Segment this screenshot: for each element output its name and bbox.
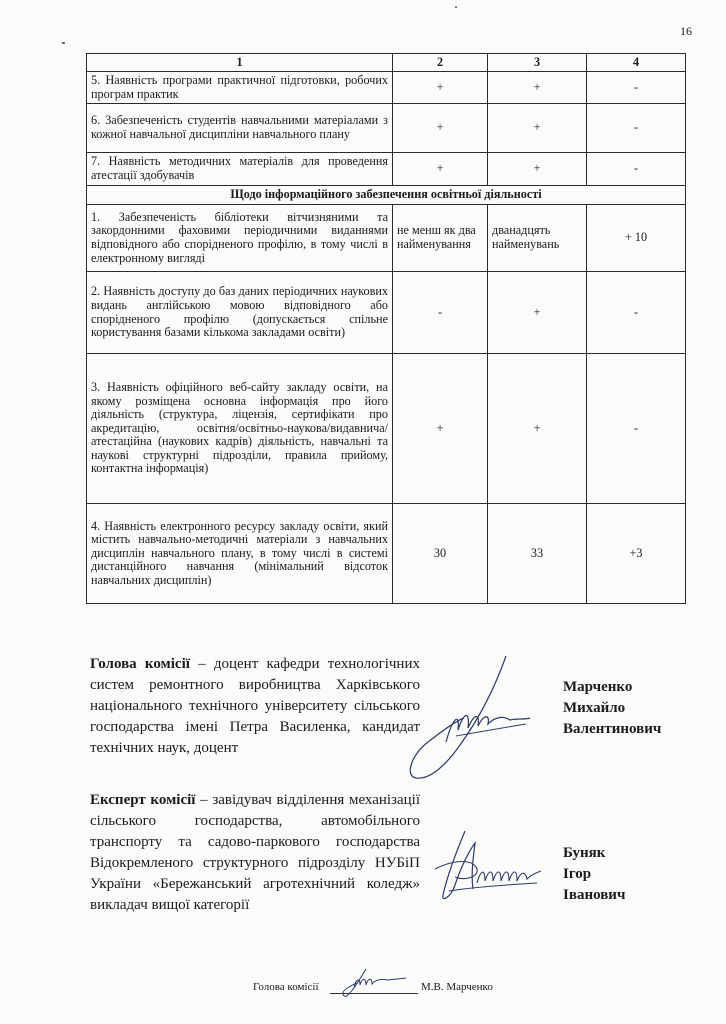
scan-speck (455, 6, 457, 8)
value-cell: 30 (393, 504, 488, 604)
expert-dash: – (195, 792, 213, 808)
value-cell: + (488, 153, 587, 186)
footer-label: Голова комісії (253, 981, 319, 993)
expert-signatory-block (90, 790, 420, 916)
expert-description: завідувач відділення механізації сільського господарства, автомобільного транспорту та садово-паркового господарства Відокремленого структурного підрозділу НУБіП України «Бережанський агротехнічний коледж» викладач вищої категорії (90, 792, 420, 913)
table-row (87, 205, 686, 272)
value-cell: - (587, 104, 686, 153)
head-name (563, 677, 661, 740)
header-cell: 1 (87, 54, 393, 72)
table-header-row (87, 54, 686, 72)
value-cell: + (393, 104, 488, 153)
value-cell: - (393, 272, 488, 354)
page-number: 16 (680, 24, 692, 38)
head-dash: – (189, 656, 214, 672)
section-row (87, 186, 686, 205)
criterion-cell: 6. Забезпеченість студентів навчальними матеріалами з кожної навчальної дисципліни навчального плану (87, 104, 393, 153)
value-cell: - (587, 153, 686, 186)
scan-speck (62, 42, 65, 44)
value-cell: + (393, 153, 488, 186)
value-cell: + (488, 272, 587, 354)
value-cell: 33 (488, 504, 587, 604)
value-cell: + (488, 104, 587, 153)
section-title: Щодо інформаційного забезпечення освітньої діяльності (87, 186, 686, 205)
value-cell: + (393, 354, 488, 504)
expert-first-name: Ігор (563, 866, 592, 882)
table-row (87, 104, 686, 153)
header-cell: 2 (393, 54, 488, 72)
head-signature-icon (398, 650, 548, 790)
value-cell: + (393, 72, 488, 104)
table-row (87, 272, 686, 354)
head-signatory-block (90, 654, 420, 759)
value-cell: +3 (587, 504, 686, 604)
value-cell: - (587, 272, 686, 354)
head-surname: Марченко (563, 679, 633, 695)
criterion-cell: 2. Наявність доступу до баз даних періодичних наукових видань англійською мовою відповідного або спорідненого профілю (допускається спільне користування базами кількома закладами освіти) (87, 272, 393, 354)
value-cell: + (488, 72, 587, 104)
value-cell: - (587, 72, 686, 104)
criterion-cell: 7. Наявність методичних матеріалів для проведення атестації здобувачів (87, 153, 393, 186)
footer-name: М.В. Марченко (421, 981, 493, 993)
footer-signature-icon (326, 967, 416, 999)
table-row (87, 354, 686, 504)
head-description: доцент кафедри технологічних систем ремонтного виробництва Харківського національного технічного університету сільського господарства імені Петра Василенка, кандидат технічних наук, доцент (90, 656, 420, 756)
criterion-cell: 4. Наявність електронного ресурсу закладу освіти, який містить навчально-методичні матеріали з навчальних дисциплін навчального плану, в тому числі в системі дистанційного навчання (мінімальний відсоток навчальних дисциплін) (87, 504, 393, 604)
value-cell: дванадцять найменувань (488, 205, 587, 272)
table-row (87, 153, 686, 186)
criterion-cell: 3. Наявність офіційного веб-сайту закладу освіти, на якому розміщена основна інформація про його діяльність (структура, ліцензія, сертифікати про акредитацію, освітня/освітньо-наукова/видавнича/атестаційна (наукових кадрів) діяльність, навчальні та наукові структурні підрозділи, правила прийому, контактна інформація) (87, 354, 393, 504)
head-first-name: Михайло (563, 700, 626, 716)
expert-surname: Буняк (563, 845, 606, 861)
value-cell: + 10 (587, 205, 686, 272)
header-cell: 4 (587, 54, 686, 72)
criterion-cell: 1. Забезпеченість бібліотеки вітчизняними та закордонними фаховими періодичними виданнями відповідного або спорідненого профілю, в тому числі в електронному вигляді (87, 205, 393, 272)
expert-signature-icon (425, 825, 550, 905)
expert-name (563, 843, 625, 906)
value-cell: - (587, 354, 686, 504)
head-role: Голова комісії (90, 656, 190, 672)
table-row (87, 72, 686, 104)
table-row (87, 504, 686, 604)
value-cell: + (488, 354, 587, 504)
expert-patronymic: Іванович (563, 887, 626, 903)
expert-role: Експерт комісії (90, 792, 196, 808)
value-cell: не менш як два найменування (393, 205, 488, 272)
header-cell: 3 (488, 54, 587, 72)
head-patronymic: Валентинович (563, 721, 662, 737)
accreditation-table (86, 53, 686, 604)
criterion-cell: 5. Наявність програми практичної підготовки, робочих програм практик (87, 72, 393, 104)
